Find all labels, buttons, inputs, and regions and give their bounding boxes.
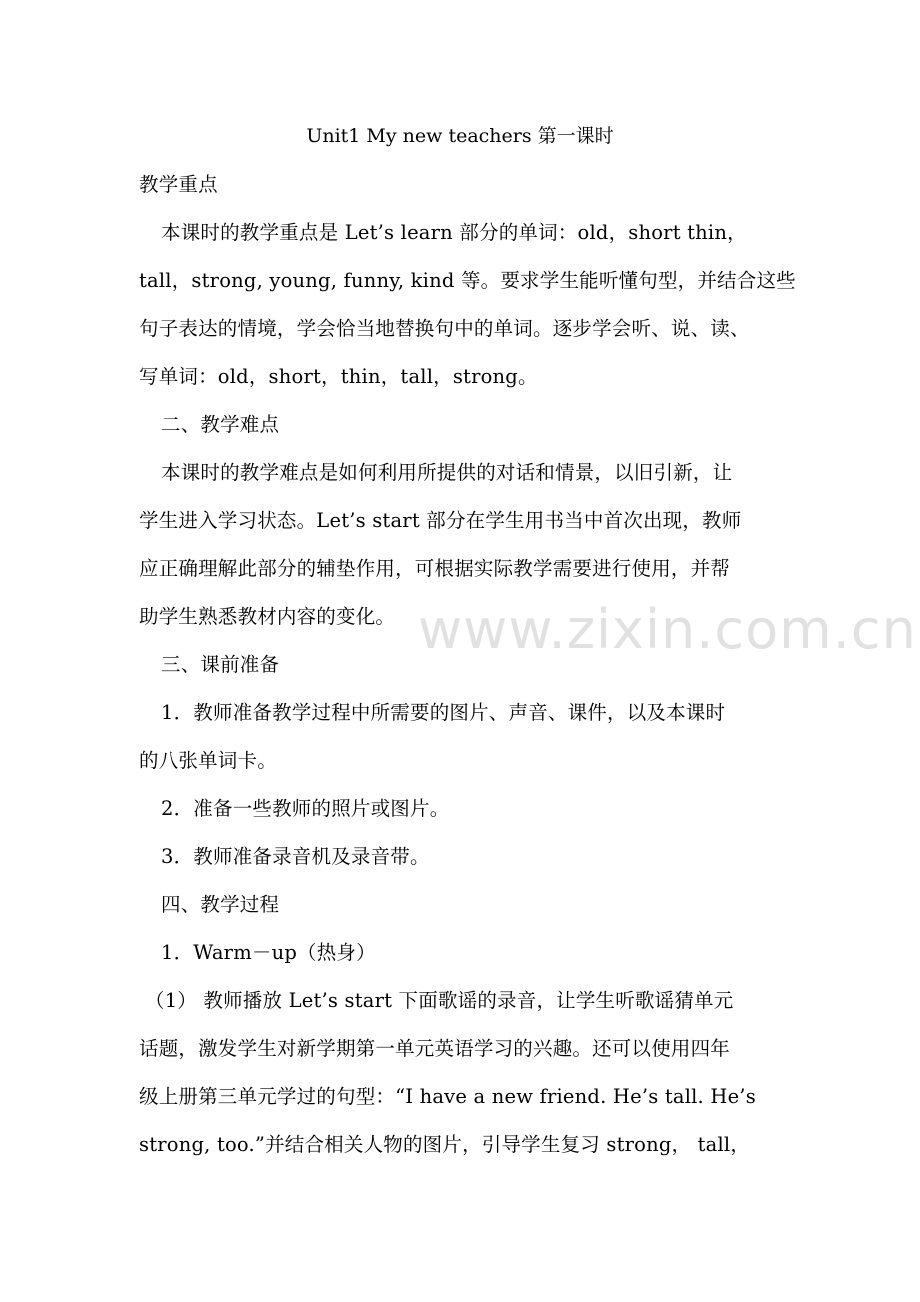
paragraph-line: strong, too.”并结合相关人物的图片，引导学生复习 strong， tall， [139,1133,751,1156]
heading-teaching-difficulty: 二、教学难点 [161,413,280,436]
paragraph-line: 学生进入学习状态。Let’s start 部分在学生用书当中首次出现，教师 [139,509,742,532]
paragraph-line: 应正确理解此部分的辅垫作用，可根据实际教学需要进行使用，并帮 [139,557,731,580]
heading-preparation: 三、课前准备 [161,653,280,676]
paragraph-line: 本课时的教学难点是如何利用所提供的对话和情景，以旧引新，让 [161,461,733,484]
list-item: 2．准备一些教师的照片或图片。 [161,797,450,820]
paragraph-line: 写单词：old，short，thin，tall，strong。 [139,365,538,388]
watermark: www.zixin.com.cn [418,598,917,661]
paragraph-line: 本课时的教学重点是 Let’s learn 部分的单词：old，short thin， [161,221,747,244]
heading-teaching-process: 四、教学过程 [161,893,280,916]
paragraph-line: 助学生熟悉教材内容的变化。 [139,605,396,628]
document-title: Unit1 My new teachers 第一课时 [306,125,614,147]
paragraph-line: 句子表达的情境，学会恰当地替换句中的单词。逐步学会听、说、读、 [139,317,750,340]
list-item: （1） 教师播放 Let’s start 下面歌谣的录音，让学生听歌谣猜单元 [145,989,734,1012]
list-item: 3．教师准备录音机及录音带。 [161,845,430,868]
paragraph-line: 级上册第三单元学过的句型：“I have a new friend. He’s tall. He’s [139,1085,756,1108]
list-item: 1．教师准备教学过程中所需要的图片、声音、课件，以及本课时 [161,701,726,724]
heading-teaching-focus: 教学重点 [139,173,218,196]
paragraph-line: tall，strong, young, funny, kind 等。要求学生能听懂句型，并结合这些 [139,269,796,292]
paragraph-line: 的八张单词卡。 [139,749,277,772]
list-item: 1．Warm－up（热身） [161,941,376,964]
paragraph-line: 话题，激发学生对新学期第一单元英语学习的兴趣。还可以使用四年 [139,1037,731,1060]
